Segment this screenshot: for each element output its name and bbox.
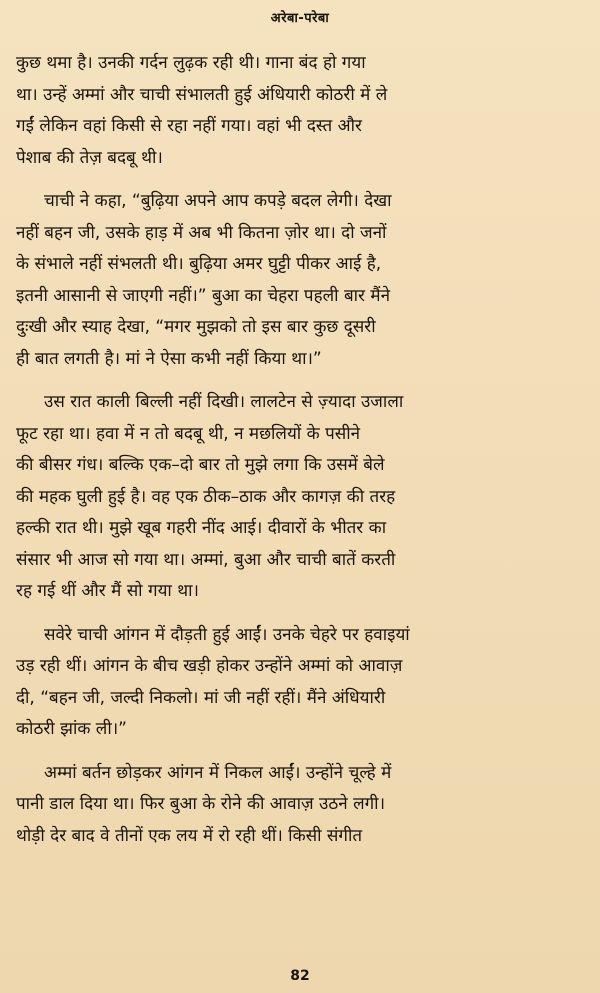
- paragraph-1: [16, 48, 588, 174]
- text-line: उड़ रही थीं। आंगन के बीच खड़ी होकर उन्होंने अम्मां को आवाज़: [16, 656, 403, 676]
- text-line: की बीसर गंध। बल्कि एक–दो बार तो मुझे लगा कि उसमें बेले: [16, 455, 385, 475]
- text-line: हल्की रात थी। मुझे खूब गहरी नींद आई। दीवारों के भीतर का: [16, 518, 387, 538]
- paragraph-5: [16, 758, 588, 853]
- text-line: संसार भी आज सो गया था। अम्मां, बुआ और चाची बातें करती: [16, 549, 396, 570]
- text-line: दी, “बहन जी, जल्दी निकलो। मां जी नहीं रहीं। मैंने अंधियारी: [16, 687, 386, 708]
- text-line: की महक घुली हुई है। वह एक ठीक–ठाक और कागज़ की तरह: [16, 486, 396, 507]
- text-line: गईं लेकिन वहां किसी से रहा नहीं गया। वहां भी दस्त और: [16, 116, 362, 136]
- text-line: कुछ थमा है। उनकी गर्दन लुढ़क रही थी। गाना बंद हो गया: [16, 53, 366, 73]
- text-line: नहीं बहन जी, उसके हाड़ में अब भी कितना ज़ोर था। दो जनों: [16, 222, 387, 243]
- text-line: दुःखी और स्याह देखा, “मगर मुझको तो इस बार कुछ दूसरी: [16, 317, 376, 337]
- text-line: सवेरे चाची आंगन में दौड़ती हुई आईं। उनके चेहरे पर हवाइयां: [44, 624, 410, 645]
- text-line: कोठरी झांक ली।”: [16, 719, 127, 739]
- text-line: पेशाब की तेज़ बदबू थी।: [16, 147, 163, 168]
- page-number: 82: [290, 968, 310, 984]
- text-line: चाची ने कहा, “बुढ़िया अपने आप कपड़े बदल लेगी। देखा: [44, 191, 392, 211]
- body-text: [16, 48, 588, 864]
- paragraph-3: [16, 387, 588, 608]
- text-line: उस रात काली बिल्ली नहीं दिखी। लालटेन से ज़्यादा उजाला: [44, 392, 404, 412]
- text-line: था। उन्हें अम्मां और चाची संभालती हुई अंधियारी कोठरी में ले: [16, 84, 388, 105]
- text-line: के संभाले नहीं संभलती थी। बुढ़िया अमर घुट्टी पीकर आई है,: [16, 254, 382, 274]
- paragraph-4: [16, 620, 588, 746]
- text-line: इतनी आसानी से जाएगी नहीं।” बुआ का चेहरा पहली बार मैंने: [16, 285, 391, 306]
- text-line: थोड़ी देर बाद वे तीनों एक लय में रो रही थीं। किसी संगीत: [16, 825, 363, 846]
- running-head: अरेबा-परेबा: [270, 11, 330, 26]
- paragraph-2: [16, 186, 588, 375]
- text-line: रह गई थीं और मैं सो गया था।: [16, 581, 199, 601]
- text-line: पानी डाल दिया था। फिर बुआ के रोने की आवाज़ उठने लगी।: [16, 794, 386, 814]
- text-line: फूट रहा था। हवा में न तो बदबू थी, न मछलियों के पसीने: [16, 423, 361, 444]
- text-line: अम्मां बर्तन छोड़कर आंगन में निकल आईं। उन्होंने चूल्हे में: [44, 762, 392, 783]
- text-line: ही बात लगती है। मां ने ऐसा कभी नहीं किया था।”: [16, 348, 322, 369]
